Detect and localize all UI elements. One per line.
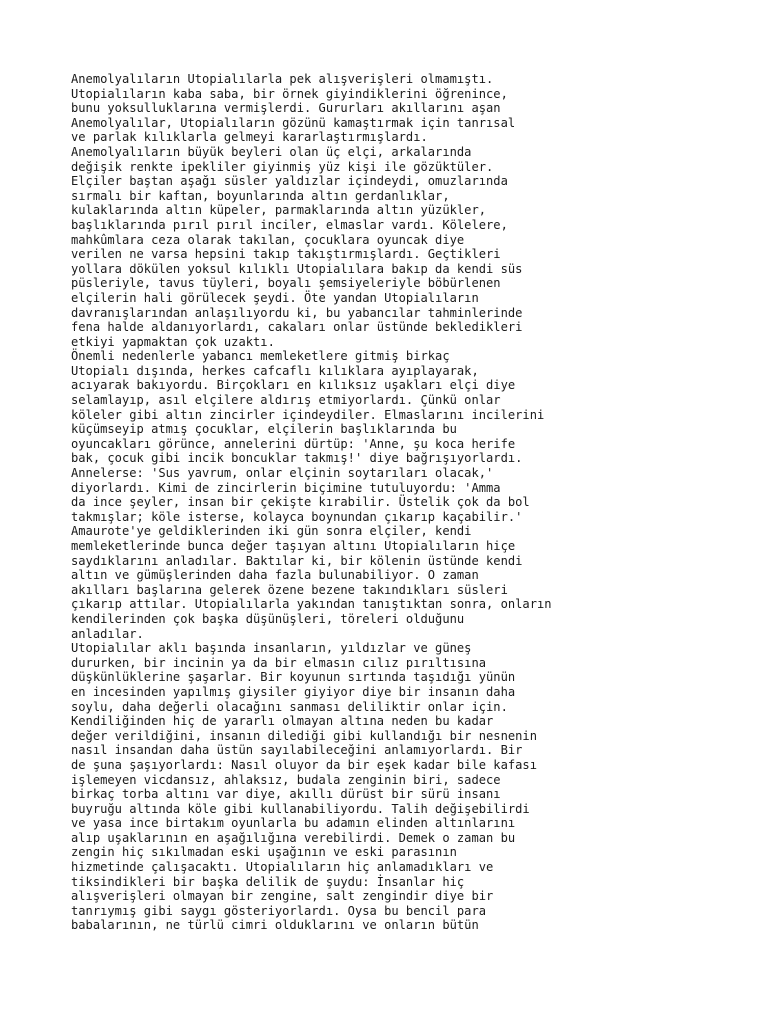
text-line: en incesinden yapılmış giysiler giyiyor diye bir insanın daha xyxy=(71,684,516,699)
text-line: buyruğu altında köle gibi kullanabiliyordu. Talih değişebilirdi xyxy=(71,801,530,816)
text-line: kulaklarında altın küpeler, parmaklarında altın yüzükler, xyxy=(71,203,487,218)
text-line: saydıklarını anladılar. Baktılar ki, bir kölenin üstünde kendi xyxy=(71,553,523,568)
text-line: mahkûmlara ceza olarak takılan, çocuklara oyuncak diye xyxy=(71,232,465,247)
text-line: ve yasa ince birtakım oyunlarla bu adamın elinden altınlarını xyxy=(71,816,516,831)
text-line: Utopialılar aklı başında insanların, yıldızlar ve güneş xyxy=(71,641,472,656)
text-line: zengin hiç sıkılmadan eski uşağının ve eski parasının xyxy=(71,845,457,860)
text-line: Utopialı dışında, herkes cafcaflı kılıklara ayıplayarak, xyxy=(71,363,479,378)
text-line: memleketlerinde bunca değer taşıyan altını Utopialıların hiçe xyxy=(71,539,516,553)
text-line: acıyarak bakıyordu. Birçokları en kılıksız uşakları elçi diye xyxy=(71,378,516,393)
text-line: alışverişleri olmayan bir zengine, salt zengindir diye bir xyxy=(71,889,494,904)
text-line: fena halde aldanıyorlardı, cakaları onlar üstünde bekledikleri xyxy=(71,320,523,335)
text-line: verilen ne varsa hepsini takıp takıştırmışlardı. Geçtikleri xyxy=(71,247,501,262)
text-line: Elçiler baştan aşağı süsler yaldızlar içindeydi, omuzlarında xyxy=(71,174,508,189)
text-line: da ince şeyler, insan bir çekişte kırabilir. Üstelik çok da bol xyxy=(71,495,530,510)
text-line: dururken, bir incinin ya da bir elmasın cılız pırıltısına xyxy=(71,655,487,670)
text-line: Önemli nedenlerle yabancı memleketlere gitmiş birkaç xyxy=(71,349,450,364)
text-line: Amaurote'ye geldiklerinden iki gün sonra elçiler, kendi xyxy=(71,524,472,539)
text-line: Kendiliğinden hiç de yararlı olmayan altına neden bu kadar xyxy=(71,714,494,729)
text-line: köleler gibi altın zincirler içindeydiler. Elmaslarını incilerini xyxy=(71,407,545,422)
text-line: akılları başlarına gelerek özene bezene takındıkları süsleri xyxy=(71,582,508,597)
text-line: tanrıymış gibi saygı gösteriyorlardı. Oysa bu bencil para xyxy=(71,903,487,918)
text-line: Annelerse: 'Sus yavrum, onlar elçinin soytarıları olacak,' xyxy=(71,466,494,481)
text-line: çıkarıp attılar. Utopialılarla yakından tanıştıktan sonra, onların xyxy=(71,597,552,612)
text-line: elçilerin hali görülecek şeydi. Öte yandan Utopialıların xyxy=(71,290,479,305)
text-line: düşkünlüklerine şaşarlar. Bir koyunun sırtında taşıdığı yünün xyxy=(71,670,516,685)
text-line: Anemolyalıların büyük beyleri olan üç elçi, arkalarında xyxy=(71,144,472,159)
text-line: takmışlar; köle isterse, kolayca boynundan çıkarıp kaçabilir.' xyxy=(71,509,523,524)
text-line: Utopialıların kaba saba, bir örnek giyindiklerini öğrenince, xyxy=(71,86,508,101)
text-line: püsleriyle, tavus tüyleri, boyalı şemsiyeleriyle böbürlenen xyxy=(71,276,501,291)
text-line: oyuncakları görünce, annelerini dürtüp: 'Anne, şu koca herife xyxy=(71,436,516,451)
text-line: etkiyi yapmaktan çok uzaktı. xyxy=(71,334,275,349)
text-line: nasıl insandan daha üstün sayılabileceğini anlamıyorlardı. Bir xyxy=(71,743,523,758)
text-line: babalarının, ne türlü cimri olduklarını ve onların bütün xyxy=(71,918,479,933)
text-line: de şuna şaşıyorlardı: Nasıl oluyor da bir eşek kadar bile kafası xyxy=(71,757,537,772)
text-line: diyorlardı. Kimi de zincirlerin biçimine tutuluyordu: 'Amma xyxy=(71,480,501,495)
text-line: Anemolyalıların Utopialılarla pek alışverişleri olmamıştı. xyxy=(71,72,494,86)
text-line: altın ve gümüşlerinden daha fazla bulunabiliyor. O zaman xyxy=(71,568,479,583)
text-line: Anemolyalılar, Utopialıların gözünü kamaştırmak için tanrısal xyxy=(71,115,516,130)
text-line: anladılar. xyxy=(71,626,144,641)
text-line: bunu yoksulluklarına vermişlerdi. Gururları akıllarını aşan xyxy=(71,101,501,116)
text-line: sırmalı bir kaftan, boyunlarında altın gerdanlıklar, xyxy=(71,188,450,203)
text-line: alıp uşaklarının en aşağılığına verebilirdi. Demek o zaman bu xyxy=(71,830,516,845)
text-line: değişik renkte ipekliler giyinmiş yüz kişi ile gözüktüler. xyxy=(71,159,494,174)
text-line: kendilerinden çok başka düşünüşleri, töreleri olduğunu xyxy=(71,611,465,626)
text-line: işlemeyen vicdansız, ahlaksız, budala zenginin biri, sadece xyxy=(71,772,501,787)
text-line: birkaç torba altını var diye, akıllı dürüst bir sürü insanı xyxy=(71,787,501,802)
text-line: bak, çocuk gibi incik boncuklar takmış!' diye bağrışıyorlardı. xyxy=(71,451,523,466)
document-body-text xyxy=(71,72,761,933)
text-line: ve parlak kılıklarla gelmeyi kararlaştırmışlardı. xyxy=(71,130,428,145)
text-line: tiksindikleri bir başka delilik de şuydu: İnsanlar hiç xyxy=(71,874,465,889)
text-line: değer verildiğini, insanın dilediği gibi kullandığı bir nesnenin xyxy=(71,728,537,743)
text-line: selamlayıp, asıl elçilere aldırış etmiyorlardı. Çünkü onlar xyxy=(71,393,501,408)
text-line: soylu, daha değerli olacağını sanması deliliktir onlar için. xyxy=(71,699,508,714)
text-line: davranışlarından anlaşılıyordu ki, bu yabancılar tahminlerinde xyxy=(71,305,523,320)
text-line: hizmetinde çalışacaktı. Utopialıların hiç anlamadıkları ve xyxy=(71,860,494,875)
text-line: yollara dökülen yoksul kılıklı Utopialılara bakıp da kendi süs xyxy=(71,261,523,276)
text-line: başlıklarında pırıl pırıl inciler, elmaslar vardı. Kölelere, xyxy=(71,217,508,232)
text-line: küçümseyip atmış çocuklar, elçilerin başlıklarında bu xyxy=(71,422,457,437)
